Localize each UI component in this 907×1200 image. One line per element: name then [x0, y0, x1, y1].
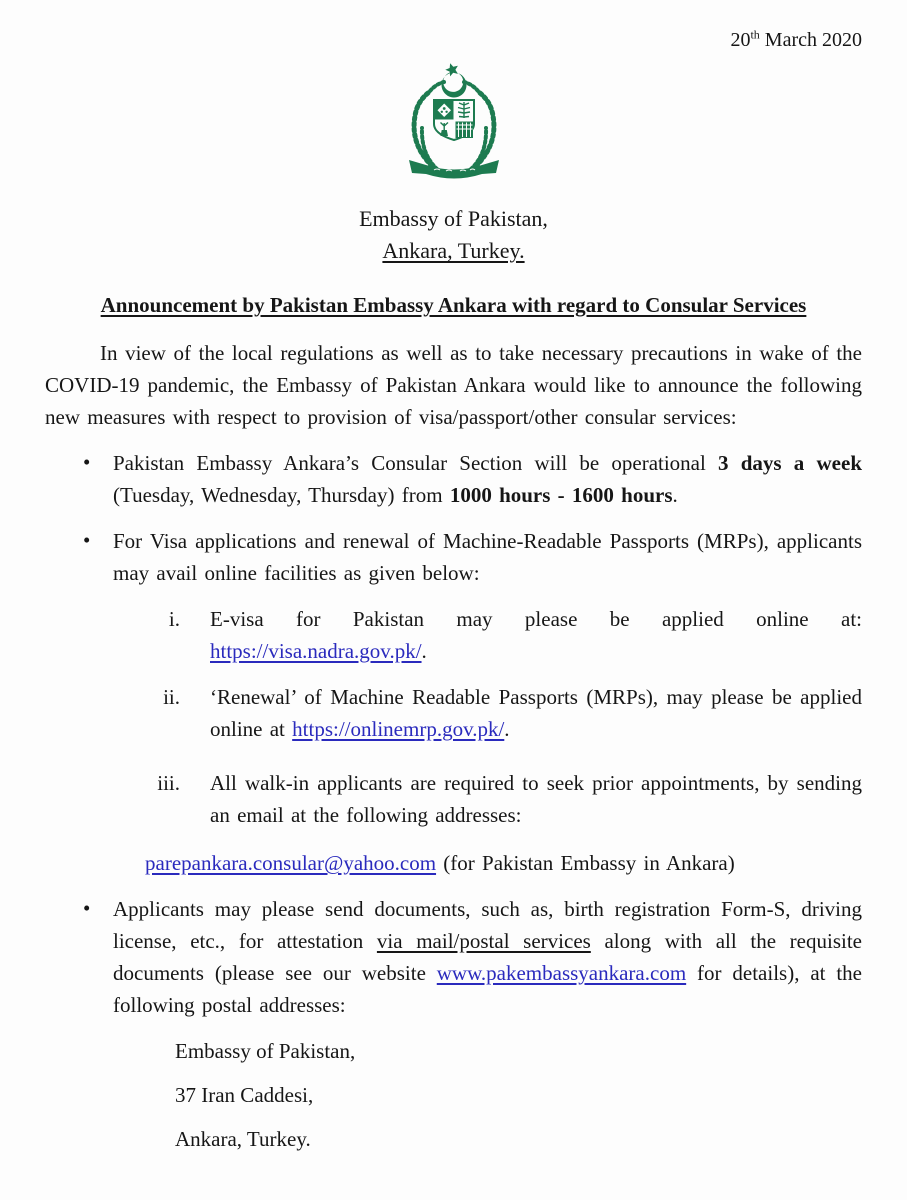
date-day: 20 [730, 29, 751, 51]
email-line-text: (for Pakistan Embassy in Ankara) [436, 851, 735, 875]
bullet-icon: • [83, 896, 91, 920]
banner-scroll [409, 160, 499, 179]
bullet-icon: • [83, 528, 91, 552]
email-line [45, 847, 862, 879]
letterhead [45, 203, 862, 267]
intro-paragraph: In view of the local regulations as well as to take necessary precautions in wake of the COVID-19 pandemic, the Embassy of Pakistan Ankara would like to announce the following new measures with respect to provision of visa/passport/other consular services: [45, 341, 862, 429]
bullet-operational-days [45, 447, 862, 511]
bullet1-bold-hours: 1000 hours - 1600 hours [449, 483, 673, 507]
bullet-attestation-mail [45, 893, 862, 1021]
bullet3-text-2: along with all the requisite documents (please see our website [113, 929, 862, 985]
bullet-online-facilities [45, 525, 862, 589]
bullet1-text-1: Pakistan Embassy Ankara’s Consular Section will be operational [113, 451, 719, 475]
item-i-text-2: . [421, 639, 427, 663]
roman-marker-i: i. [168, 607, 180, 631]
postal-address-block [45, 1035, 862, 1155]
letterhead-org: Embassy of Pakistan, [359, 206, 548, 231]
item-i-text-1: E-visa for Pakistan may please be applied online at: [210, 607, 862, 631]
item-ii-text-1: ‘Renewal’ of Machine Readable Passports (MRPs), may please be applied online at [210, 685, 862, 741]
roman-marker-iii: iii. [157, 771, 180, 795]
list-item-mrp-renewal [45, 681, 862, 745]
item-ii-text-2: . [504, 717, 510, 741]
roman-marker-ii: ii. [163, 685, 180, 709]
bullet3-underline-mail-postal: via mail/postal services [376, 929, 591, 953]
bullet3-text-1: Applicants may please send documents, such as, birth registration Form-S, driving license, etc., for attestation [113, 897, 862, 953]
bullet-icon: • [83, 450, 91, 474]
list-item-walkin-appointments [45, 767, 862, 831]
link-onlinemrp[interactable]: https://onlinemrp.gov.pk/ [292, 717, 505, 741]
address-line-city: Ankara, Turkey. [175, 1127, 311, 1151]
bullet1-bold-days: 3 days a week [718, 451, 862, 475]
shield-quarters [435, 101, 473, 138]
pakistan-state-emblem [396, 62, 512, 191]
address-line-org: Embassy of Pakistan, [175, 1039, 356, 1063]
document-title: Announcement by Pakistan Embassy Ankara with regard to Consular Services [100, 293, 807, 317]
bullet1-text-3: . [672, 483, 678, 507]
pakistan-state-emblem-graphic [396, 62, 512, 182]
bullet3-text-3: for details), at the following postal addresses: [113, 961, 862, 1017]
link-visa-nadra[interactable]: https://visa.nadra.gov.pk/ [210, 639, 422, 663]
bullet2-text: For Visa applications and renewal of Machine-Readable Passports (MRPs), applicants may avail online facilities as given below: [113, 529, 862, 585]
link-consular-email[interactable]: parepankara.consular@yahoo.com [145, 851, 437, 875]
date-row [45, 26, 862, 54]
letterhead-city: Ankara, Turkey. [382, 238, 525, 263]
date [730, 29, 862, 51]
crescent-icon [438, 69, 468, 100]
item-iii-text: All walk-in applicants are required to seek prior appointments, by sending an email at the following addresses: [210, 771, 862, 827]
bullet1-text-2: (Tuesday, Wednesday, Thursday) from [113, 483, 450, 507]
list-item-evisa [45, 603, 862, 667]
link-embassy-website[interactable]: www.pakembassyankara.com [436, 961, 687, 985]
date-ordinal-suffix: th [750, 27, 760, 42]
address-line-street: 37 Iran Caddesi, [175, 1083, 314, 1107]
date-month-year: March 2020 [759, 29, 862, 51]
